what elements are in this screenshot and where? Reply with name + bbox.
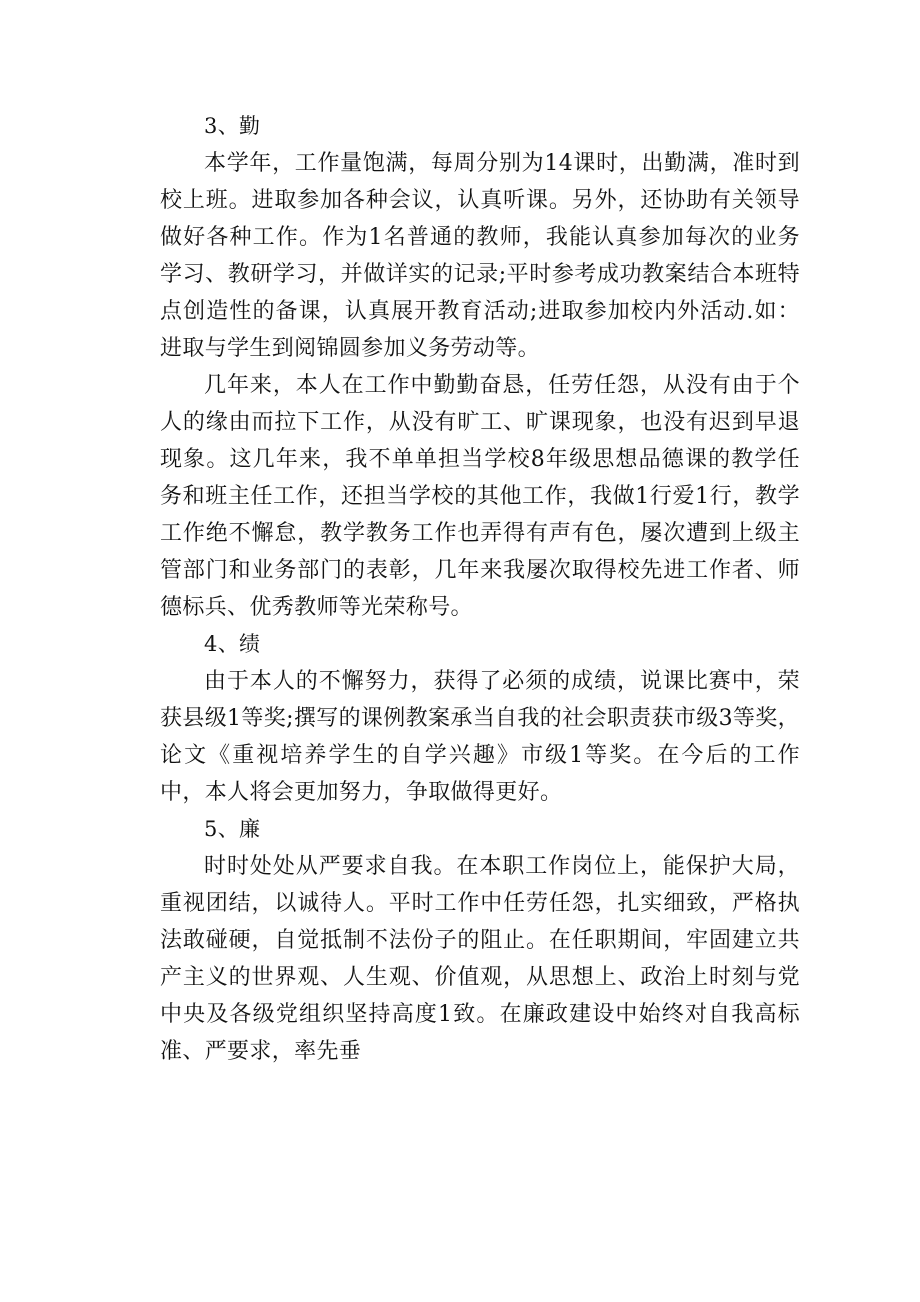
- document-body: [160, 108, 800, 1070]
- section-heading-ji: 4、绩: [204, 632, 261, 656]
- paragraph-diligence: 几年来，本人在工作中勤勤奋恳，任劳任怨，从没有由于个人的缘由而拉下工作，从没有旷工、旷课现象，也没有迟到早退现象。这几年来，我不单单担当学校8年级思想品德课的教学任务和班主任工作，还担当学校的其他工作，我做1行爱1行，教学工作绝不懈怠，教学教务工作也弄得有声有色，屡次遭到上级主管部门和业务部门的表彰，几年来我屡次取得校先进工作者、师德标兵、优秀教师等光荣称号。: [160, 373, 800, 620]
- section-heading-lian: 5、廉: [204, 817, 261, 841]
- paragraph-integrity: 时时处处从严要求自我。在本职工作岗位上，能保护大局，重视团结，以诚待人。平时工作中任劳任怨，扎实细致，严格执法敢碰硬，自觉抵制不法份子的阻止。在任职期间，牢固建立共产主义的世界观、人生观、价值观，从思想上、政治上时刻与党中央及各级党组织坚持高度1致。在廉政建设中始终对自我高标准、严要求，率先垂: [160, 854, 800, 1064]
- paragraph-achievements: 由于本人的不懈努力，获得了必须的成绩，说课比赛中，荣获县级1等奖;撰写的课例教案承当自我的社会职责获市级3等奖，论文《重视培养学生的自学兴趣》市级1等奖。在今后的工作中，本人将会更加努力，争取做得更好。: [160, 669, 800, 805]
- section-heading-qin: 3、勤: [204, 114, 261, 138]
- paragraph-attendance: 本学年，工作量饱满，每周分别为14课时，出勤满，准时到校上班。进取参加各种会议，认真听课。另外，还协助有关领导做好各种工作。作为1名普通的教师，我能认真参加每次的业务学习、教研学习，并做详实的记录;平时参考成功教案结合本班特点创造性的备课，认真展开教育活动;进取参加校内外活动.如：进取与学生到阅锦圆参加义务劳动等。: [160, 151, 800, 361]
